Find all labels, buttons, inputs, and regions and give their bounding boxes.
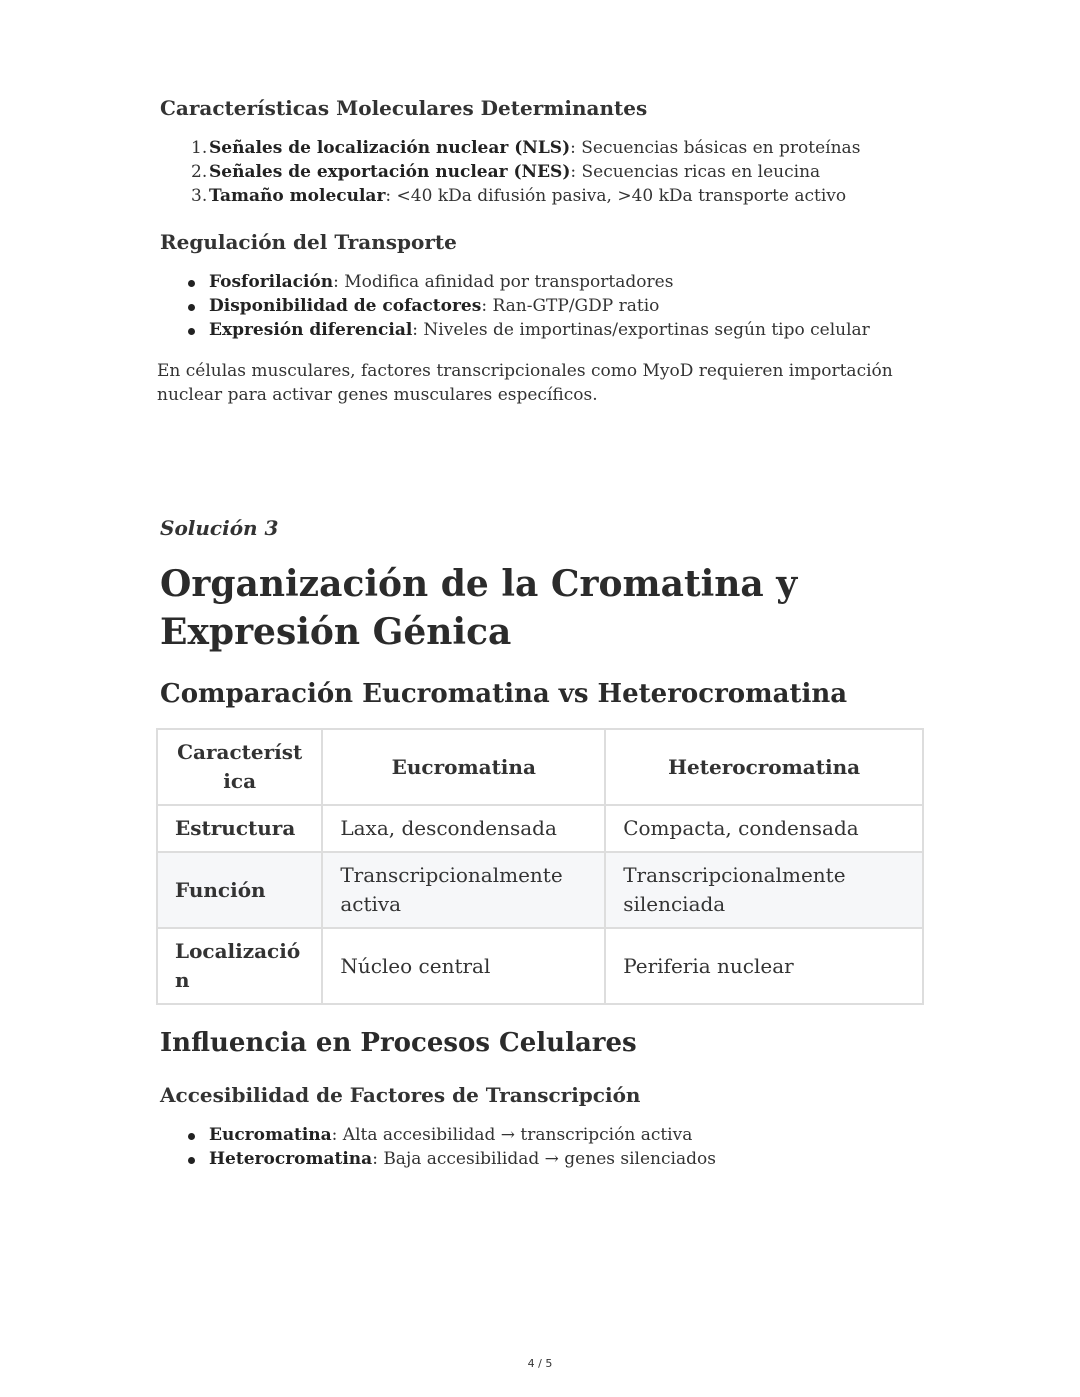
table-cell: Núcleo central (322, 928, 605, 1004)
bullet-icon (188, 280, 195, 287)
column-header: Característica (157, 729, 322, 805)
item-term: Heterocromatina (209, 1149, 373, 1169)
item-term: Señales de exportación nuclear (NES) (209, 162, 571, 182)
table-cell: Transcripcionalmente silenciada (605, 852, 923, 928)
bullet-icon (188, 1133, 195, 1140)
table-cell: Laxa, descondensada (322, 805, 605, 852)
list-item (160, 318, 870, 342)
item-term: Expresión diferencial (209, 320, 413, 340)
item-desc: : Baja accesibilidad → genes silenciados (372, 1149, 716, 1169)
table-row (157, 928, 923, 1004)
bullet-icon (188, 328, 195, 335)
item-desc: : Alta accesibilidad → transcripción activa (331, 1125, 693, 1145)
comparison-heading: Comparación Eucromatina vs Heterocromatina (160, 679, 848, 709)
page-title: Organización de la Cromatina y Expresión Génica (160, 563, 798, 653)
item-term: Fosforilación (209, 272, 334, 292)
table-cell: Compacta, condensada (605, 805, 923, 852)
row-header: Estructura (157, 805, 322, 852)
regulation-heading: Regulación del Transporte (160, 230, 457, 254)
list-item: 3. Tamaño molecular: <40 kDa difusión pasiva, >40 kDa transporte activo (191, 186, 847, 206)
list-item (160, 270, 870, 294)
item-term: Señales de localización nuclear (NLS) (209, 138, 571, 158)
regulation-list (160, 270, 870, 342)
item-term: Eucromatina (209, 1125, 332, 1145)
table-cell: Periferia nuclear (605, 928, 923, 1004)
item-desc: : Secuencias ricas en leucina (570, 162, 821, 182)
list-item (160, 1147, 716, 1171)
item-desc: : Secuencias básicas en proteínas (570, 138, 861, 158)
molecular-list (160, 136, 860, 208)
bullet-icon (188, 1157, 195, 1164)
accessibility-heading: Accesibilidad de Factores de Transcripción (160, 1083, 641, 1107)
solution-label: Solución 3 (160, 516, 279, 540)
item-desc: : Ran-GTP/GDP ratio (481, 296, 660, 316)
list-item (160, 1123, 716, 1147)
list-item: 1. Señales de localización nuclear (NLS): Secuencias básicas en proteínas (191, 138, 861, 158)
myod-paragraph: En células musculares, factores transcripcionales como MyoD requieren importación nuclear para activar genes musculares específicos. (157, 361, 893, 405)
table-row (157, 805, 923, 852)
accessibility-list (160, 1123, 716, 1171)
row-header: Localización (157, 928, 322, 1004)
item-desc: : Niveles de importinas/exportinas según tipo celular (412, 320, 870, 340)
table-row (157, 852, 923, 928)
page-number: 4 / 5 (527, 1357, 553, 1370)
item-desc: : Modifica afinidad por transportadores (333, 272, 674, 292)
bullet-icon (188, 304, 195, 311)
row-header: Función (157, 852, 322, 928)
column-header: Heterocromatina (605, 729, 923, 805)
list-item (160, 294, 870, 318)
item-term: Disponibilidad de cofactores (209, 296, 482, 316)
column-header: Eucromatina (322, 729, 605, 805)
table-cell: Transcripcionalmente activa (322, 852, 605, 928)
influence-heading: Influencia en Procesos Celulares (160, 1028, 637, 1058)
molecular-heading: Características Moleculares Determinantes (160, 96, 648, 120)
item-term: Tamaño molecular (209, 186, 386, 206)
item-desc: : <40 kDa difusión pasiva, >40 kDa transporte activo (385, 186, 847, 206)
comparison-table (156, 728, 924, 1005)
list-item: 2. Señales de exportación nuclear (NES): Secuencias ricas en leucina (191, 162, 821, 182)
table-header-row (157, 729, 923, 805)
